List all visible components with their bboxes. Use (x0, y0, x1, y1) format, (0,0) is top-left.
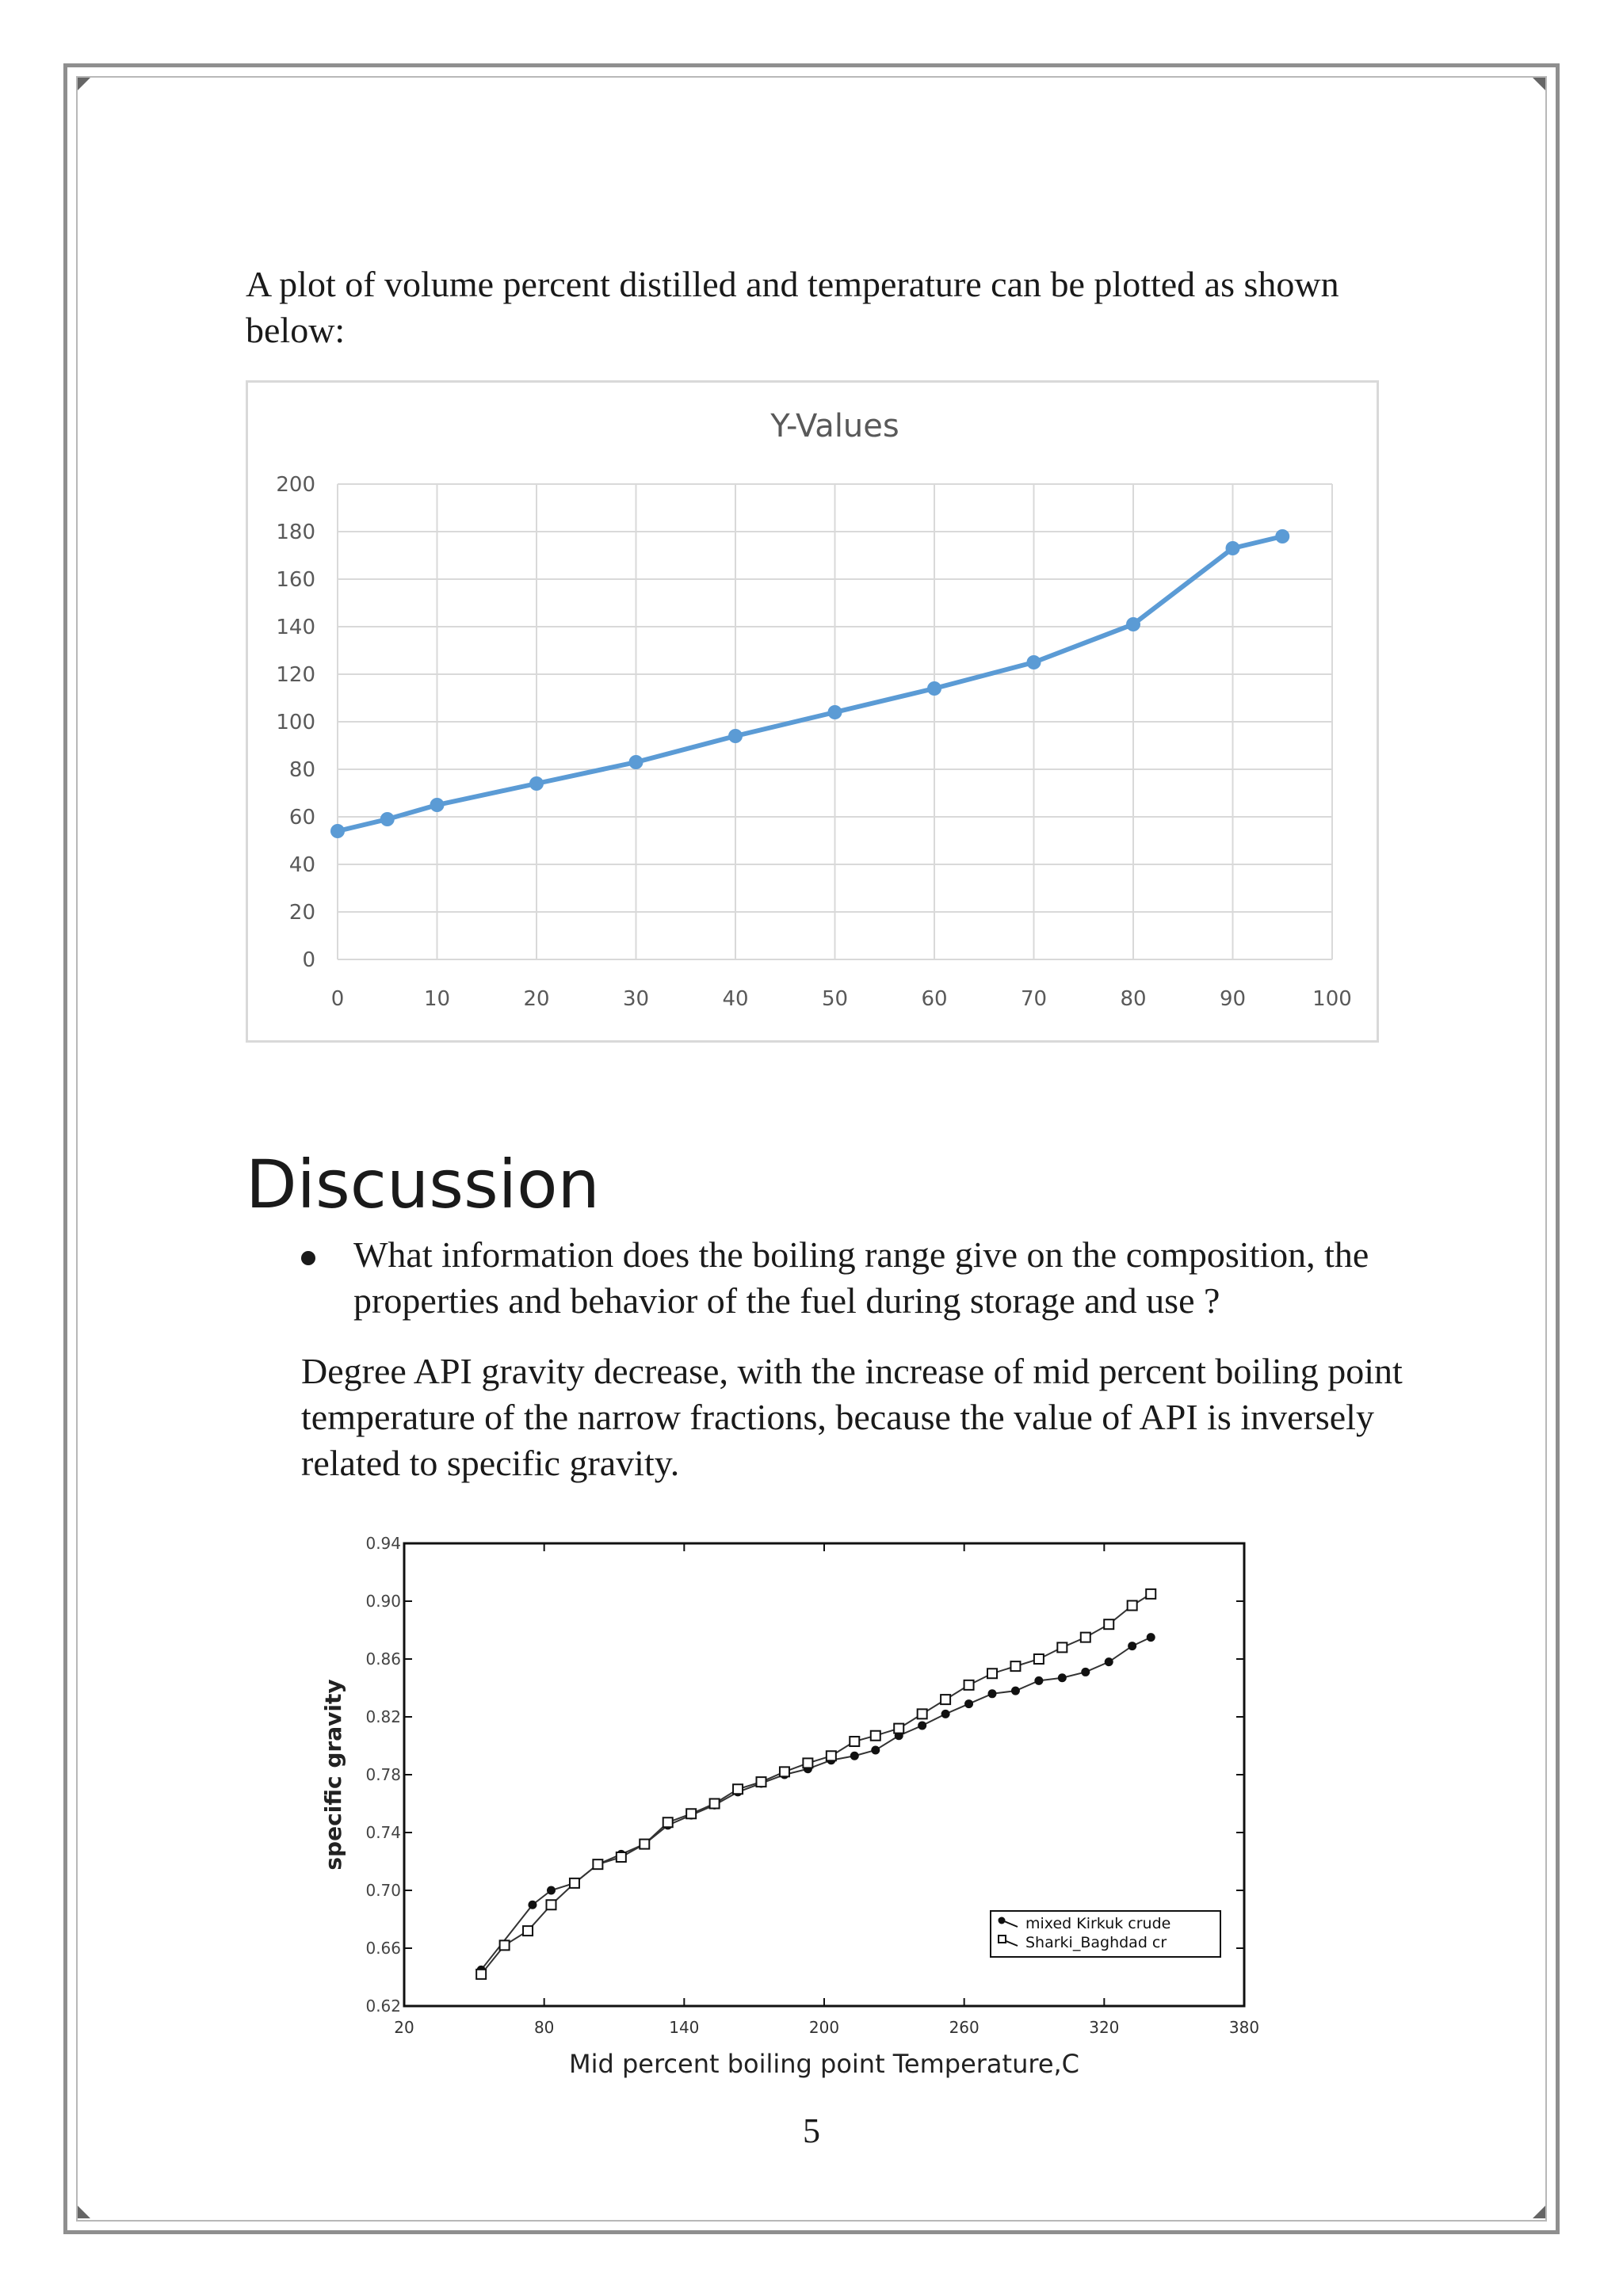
data-point (330, 824, 345, 838)
x-tick-label: 80 (533, 2018, 555, 2037)
data-point (1104, 1619, 1113, 1629)
y-tick-label: 0.94 (365, 1534, 401, 1553)
data-point (987, 1669, 997, 1678)
y-tick-label: 80 (288, 758, 315, 782)
data-point (529, 776, 544, 791)
x-tick-label: 30 (622, 987, 650, 1011)
corner-ornament (1533, 78, 1545, 90)
bullet-icon (301, 1251, 315, 1265)
x-tick-label: 60 (921, 987, 948, 1011)
legend-marker (999, 1936, 1006, 1943)
data-point (1128, 1600, 1137, 1610)
y-tick-label: 0.78 (365, 1765, 401, 1784)
data-point (710, 1799, 720, 1809)
data-point (686, 1809, 696, 1818)
data-point (894, 1724, 903, 1733)
intro-paragraph: A plot of volume percent distilled and temperature can be plotted as shown below: (246, 264, 1339, 350)
data-point (733, 1784, 743, 1794)
data-point (1128, 1642, 1136, 1650)
data-point (528, 1901, 537, 1909)
data-point (850, 1737, 859, 1746)
discussion-paragraph: Degree API gravity decrease, with the increase of mid percent boiling point temperature of the narrow fractions, because the value of API is inversely related to specific gravity. (301, 1351, 1403, 1483)
data-point (850, 1752, 859, 1760)
data-point (1126, 617, 1140, 631)
x-tick-label: 10 (423, 987, 451, 1011)
data-point (1034, 1654, 1044, 1664)
y-tick-label: 200 (276, 473, 315, 497)
data-point (1275, 529, 1289, 543)
legend-marker (999, 1917, 1006, 1924)
y-tick-label: 0.90 (365, 1592, 401, 1611)
data-point (1058, 1673, 1067, 1682)
x-tick-label: 140 (669, 2018, 700, 2037)
x-tick-label: 320 (1089, 2018, 1120, 2037)
legend-label: mixed Kirkuk crude (1025, 1915, 1171, 1932)
data-point (593, 1859, 602, 1869)
distillation-line-chart (246, 380, 1379, 1043)
data-point (1034, 1676, 1043, 1685)
chart-title: Y-Values (770, 408, 899, 444)
data-point (964, 1699, 973, 1708)
x-tick-label: 50 (821, 987, 849, 1011)
x-tick-label: 80 (1120, 987, 1147, 1011)
bullet-list-item (301, 1232, 1403, 1324)
data-point (757, 1777, 766, 1787)
y-tick-label: 0.74 (365, 1823, 401, 1842)
data-point (663, 1817, 673, 1827)
data-point (430, 798, 445, 812)
bullet-text: What information does the boiling range give on the composition, the properties and behavior of the fuel during storage and use ? (353, 1234, 1369, 1321)
data-point (1226, 541, 1240, 555)
x-tick-label: 90 (1219, 987, 1247, 1011)
corner-ornament (1533, 2206, 1545, 2218)
data-point (1011, 1687, 1020, 1695)
data-point (964, 1680, 974, 1690)
data-point (500, 1940, 510, 1950)
x-tick-label: 0 (330, 987, 345, 1011)
y-tick-label: 0.66 (365, 1939, 401, 1958)
data-point (523, 1926, 533, 1936)
y-tick-label: 120 (276, 663, 315, 687)
x-tick-label: 380 (1228, 2018, 1260, 2037)
data-point (728, 729, 743, 743)
data-point (871, 1745, 880, 1754)
data-point (941, 1695, 950, 1704)
x-tick-label: 40 (722, 987, 749, 1011)
data-point (780, 1767, 789, 1776)
data-point (988, 1689, 997, 1698)
data-point (1146, 1589, 1155, 1599)
data-point (476, 1970, 486, 1979)
data-point (1081, 1668, 1090, 1676)
y-tick-label: 180 (276, 521, 315, 544)
x-tick-label: 260 (949, 2018, 980, 2037)
y-tick-label: 0.62 (365, 1997, 401, 2016)
data-point (918, 1721, 926, 1730)
y-tick-label: 0.82 (365, 1707, 401, 1726)
y-tick-label: 100 (276, 711, 315, 734)
data-point (629, 755, 643, 769)
x-tick-label: 70 (1020, 987, 1048, 1011)
data-point (1010, 1661, 1020, 1671)
data-point (380, 812, 395, 826)
data-point (640, 1840, 649, 1849)
data-point (918, 1709, 927, 1718)
page-number: 5 (803, 2111, 820, 2150)
data-point (827, 1751, 836, 1760)
corner-ornament (78, 2206, 90, 2218)
data-point (871, 1731, 880, 1741)
y-tick-label: 140 (276, 616, 315, 639)
data-point (941, 1710, 950, 1718)
data-point (1057, 1642, 1067, 1652)
y-tick-label: 60 (288, 806, 315, 830)
data-point (1027, 655, 1041, 669)
data-point (1081, 1633, 1090, 1642)
corner-ornament (78, 78, 90, 90)
data-point (927, 681, 941, 696)
x-tick-label: 20 (523, 987, 550, 1011)
line-chart-svg (248, 383, 1381, 1045)
specific-gravity-scatter-chart (309, 1521, 1292, 2092)
data-point (547, 1900, 556, 1909)
data-point (570, 1878, 579, 1888)
x-tick-label: 200 (808, 2018, 840, 2037)
data-point (617, 1852, 626, 1862)
data-point (547, 1886, 556, 1895)
discussion-heading: Discussion (246, 1146, 600, 1223)
y-tick-label: 20 (288, 901, 315, 925)
y-tick-label: 40 (288, 853, 315, 877)
y-tick-label: 160 (276, 568, 315, 592)
data-point (1147, 1633, 1155, 1642)
y-tick-label: 0.86 (365, 1650, 401, 1669)
scatter-chart-svg (309, 1521, 1292, 2092)
x-axis-label: Mid percent boiling point Temperature,C (568, 2049, 1080, 2079)
x-tick-label: 100 (1312, 987, 1352, 1011)
y-axis-label: specific gravity (320, 1679, 346, 1871)
data-point (803, 1758, 812, 1768)
legend-label: Sharki_Baghdad cr (1025, 1934, 1167, 1951)
data-point (828, 705, 842, 719)
y-tick-label: 0.70 (365, 1881, 401, 1900)
data-point (1105, 1657, 1113, 1666)
x-tick-label: 20 (394, 2018, 414, 2037)
y-tick-label: 0 (302, 948, 315, 972)
series-line (338, 536, 1282, 831)
